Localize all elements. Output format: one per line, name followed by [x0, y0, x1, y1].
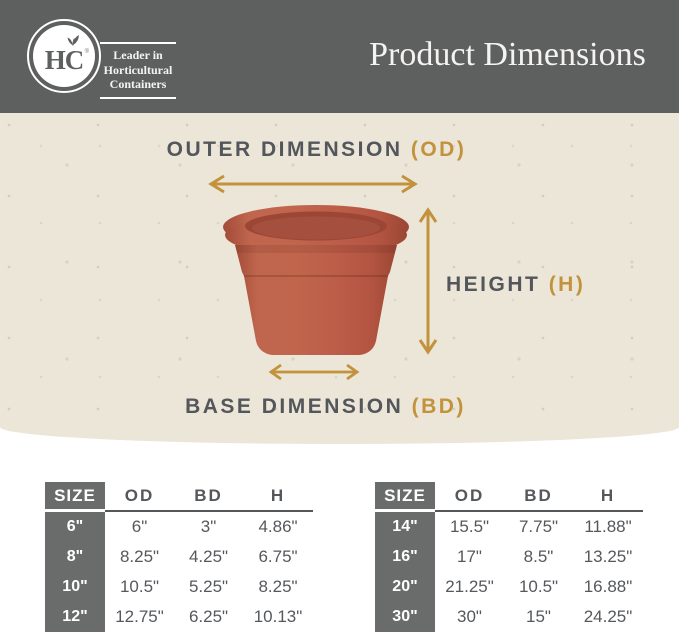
bd-cell: 6.25"	[188, 607, 229, 626]
column-header-od: OD	[105, 482, 174, 512]
column-header-size: SIZE	[45, 482, 105, 512]
od-cell: 10.5"	[119, 577, 160, 596]
base-dimension-arrow-icon	[267, 363, 361, 381]
od-cell: 15.5"	[449, 517, 490, 536]
h-cell: 4.86"	[258, 517, 298, 536]
size-cell: 10"	[45, 572, 105, 602]
base-dimension-text: BASE DIMENSION	[185, 395, 404, 418]
h-cell: 10.13"	[253, 607, 303, 626]
logo-monogram: HC	[44, 44, 84, 75]
leaf-icon	[64, 32, 82, 46]
bd-cell: 15"	[526, 607, 551, 626]
bd-cell: 4.25"	[188, 547, 229, 566]
outer-dimension-label	[0, 138, 633, 162]
size-cell: 12"	[45, 602, 105, 632]
od-cell: 21.25"	[445, 577, 494, 596]
logo-disc	[33, 25, 95, 87]
outer-dimension-arrow-icon	[206, 174, 420, 194]
dimension-diagram-section	[0, 113, 679, 444]
tagline-line: Containers	[109, 77, 167, 92]
od-cell: 30"	[457, 607, 482, 626]
base-dimension-abbr: (BD)	[411, 395, 466, 418]
bd-cell: 5.25"	[188, 577, 229, 596]
tagline-line: Leader in	[113, 48, 163, 62]
bd-cell: 8.5"	[523, 547, 554, 566]
size-cell: 16"	[375, 542, 435, 572]
h-cell: 8.25"	[258, 577, 298, 596]
h-cell: 11.88"	[584, 517, 632, 536]
column-header-h: H	[573, 482, 643, 512]
size-cell: 8"	[45, 542, 105, 572]
column-header-h: H	[243, 482, 313, 512]
size-table-small	[45, 482, 313, 632]
brand-tagline	[100, 42, 176, 99]
height-arrow-icon	[418, 205, 438, 357]
bd-cell: 3"	[200, 517, 217, 536]
od-cell: 8.25"	[119, 547, 160, 566]
registered-mark: ®	[84, 49, 89, 55]
outer-dimension-text: OUTER DIMENSION	[166, 138, 403, 161]
page-title: Product Dimensions	[369, 36, 646, 73]
outer-dimension-abbr: (OD)	[410, 138, 467, 161]
od-cell: 12.75"	[115, 607, 164, 626]
size-table-large	[375, 482, 643, 632]
base-dimension-label	[0, 395, 651, 419]
bd-cell: 7.75"	[518, 517, 559, 536]
od-cell: 6"	[131, 517, 148, 536]
header-banner	[0, 0, 679, 113]
height-abbr: (H)	[548, 273, 586, 296]
h-cell: 13.25"	[583, 547, 633, 566]
planter-pot-illustration	[221, 203, 411, 363]
size-cell: 20"	[375, 572, 435, 602]
size-cell: 30"	[375, 602, 435, 632]
od-cell: 17"	[457, 547, 482, 566]
column-header-size: SIZE	[375, 482, 435, 512]
height-text: HEIGHT	[446, 273, 541, 296]
h-cell: 6.75"	[258, 547, 298, 566]
size-cell: 14"	[375, 512, 435, 542]
brand-logo	[27, 19, 101, 93]
h-cell: 24.25"	[583, 607, 633, 626]
height-label	[446, 273, 585, 297]
size-cell: 6"	[45, 512, 105, 542]
h-cell: 16.88"	[583, 577, 633, 596]
column-header-od: OD	[435, 482, 504, 512]
bd-cell: 10.5"	[518, 577, 559, 596]
column-header-bd: BD	[504, 482, 573, 512]
tagline-line: Horticultural	[103, 62, 173, 77]
column-header-bd: BD	[174, 482, 243, 512]
